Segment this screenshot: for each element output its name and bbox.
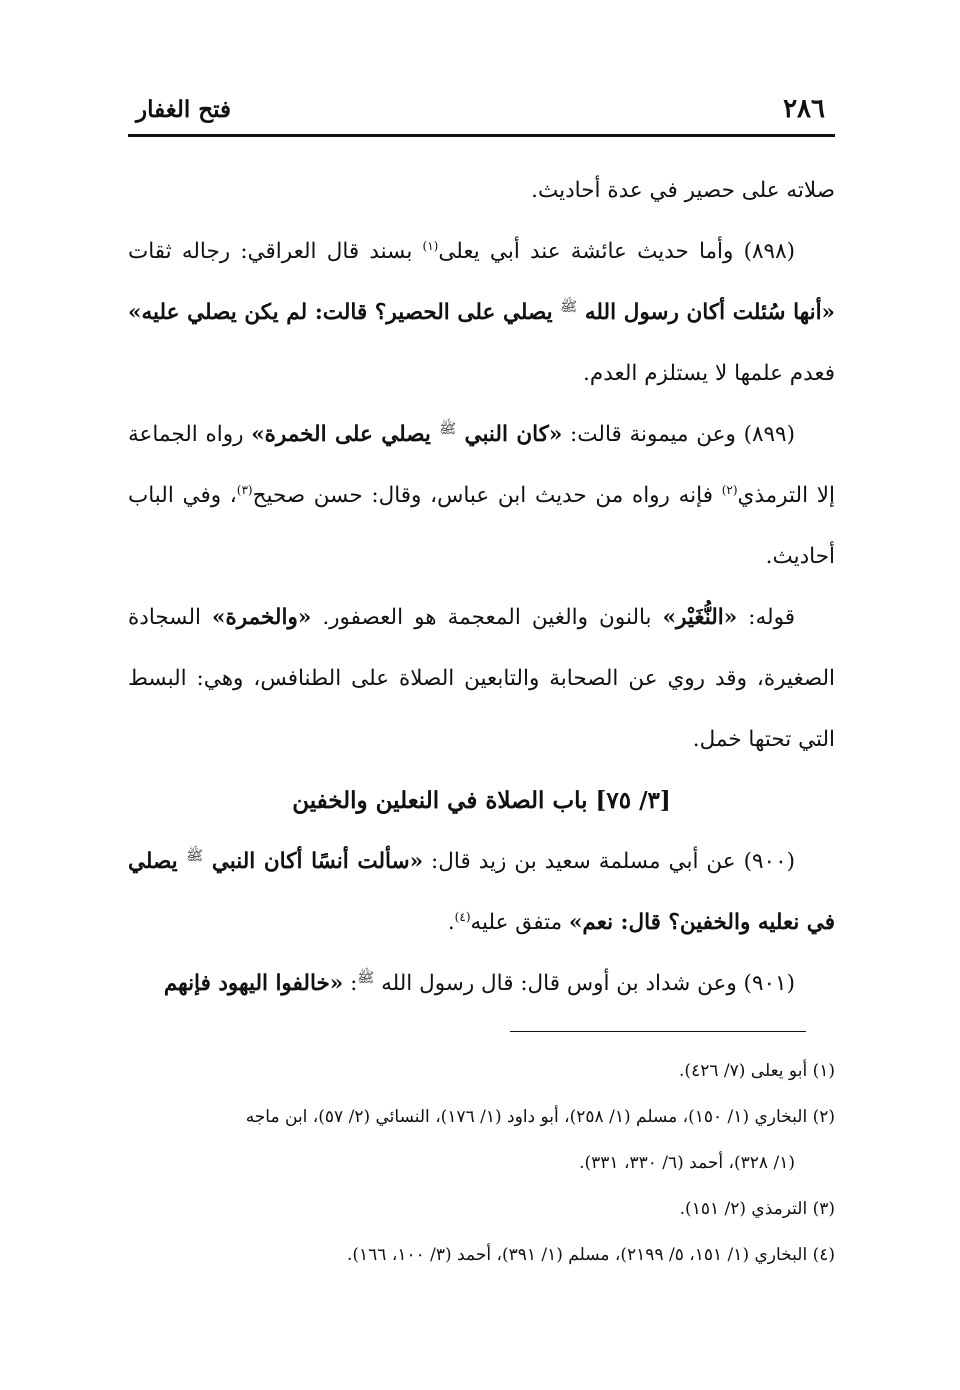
salawat-glyph: ﷺ (439, 420, 457, 437)
hadith-quote: «أنها سُئلت أكان رسول الله (577, 300, 835, 325)
footnote-ref-2: (٢) (721, 482, 738, 497)
footnote-2-continuation: (١/ ٣٢٨)، أحمد (٦/ ٣٣٠، ٣٣١). (579, 1153, 795, 1173)
footnote-4: (٤) البخاري (١/ ١٥١، ٥/ ٢١٩٩)، مسلم (١/ ٣٩١)، أحمد (٣/ ١٠٠، ١٦٦). (347, 1245, 835, 1265)
defined-term: «النُّغَيْر» (662, 605, 738, 630)
paragraph-hadith-900: (٩٠٠) عن أبي مسلمة سعيد بن زيد قال: «سألت أنسًا أكان النبي $^ﷺ$ يصلي في نعليه والخفين؟ قال: نعم» متفق عليه$^{(٤)}$. (128, 847, 835, 935)
paragraph-hadith-898: (٨٩٨) وأما حديث عائشة عند أبي يعلى$^{(١)}$ بسند قال العراقي: رجاله ثقات «أنها سُئلت أكان رسول الله $^ﷺ$ يصلي على الحصير؟ قالت: لم يكن يصلي عليه» فعدم علمها لا يستلزم العدم. (128, 238, 835, 386)
hadith-quote: «سألت أنسًا أكان النبي (203, 849, 424, 874)
hadith-quote: يصلي في نعليه والخفين؟ قال: نعم» (128, 849, 835, 935)
paragraph-continuation: صلاته على حصير في عدة أحاديث. (531, 178, 835, 203)
paragraph-commentary: قوله: «النُّغَيْر» بالنون والغين المعجمة هو العصفور. «والخمرة» السجادة الصغيرة، وقد روي عن الصحابة والتابعين الصلاة على الطنافس، وهي: البسط التي تحتها خمل. (128, 605, 835, 752)
hadith-quote: يصلي على الخمرة» (251, 422, 440, 447)
footnote-2: (٢) البخاري (١/ ١٥٠)، مسلم (١/ ٢٥٨)، أبو داود (١/ ١٧٦)، النسائي (٢/ ٥٧)، ابن ماجه (245, 1107, 835, 1127)
paragraph-hadith-901: (٩٠١) وعن شداد بن أوس قال: قال رسول الله $^ﷺ$: «خالفوا اليهود فإنهم (163, 969, 795, 996)
salawat-glyph: ﷺ (357, 969, 375, 986)
main-text (128, 160, 835, 1014)
defined-term: «والخمرة» (212, 605, 312, 630)
hadith-quote: «خالفوا اليهود فإنهم (163, 971, 344, 996)
book-title: فتح الغفار (136, 96, 232, 123)
paragraph-hadith-899: (٨٩٩) وعن ميمونة قالت: «كان النبي $^ﷺ$ يصلي على الخمرة» رواه الجماعة إلا الترمذي$^{(٢)}$ فإنه رواه من حديث ابن عباس، وقال: حسن صحيح$^{(٣)}$، وفي الباب أحاديث. (128, 420, 836, 569)
footnote-1: (١) أبو يعلى (٧/ ٤٢٦). (679, 1061, 835, 1081)
footnote-ref-4: (٤) (454, 909, 471, 924)
footnote-3: (٣) الترمذي (٢/ ١٥١). (679, 1199, 835, 1219)
footnote-ref-1: (١) (422, 238, 439, 253)
page-header (128, 92, 835, 137)
section-heading: [٣/ ٧٥] باب الصلاة في النعلين والخفين (292, 787, 671, 814)
hadith-quote: يصلي على الحصير؟ قالت: لم يكن يصلي عليه» (128, 300, 561, 325)
salawat-glyph: ﷺ (560, 298, 578, 315)
footnotes (128, 1048, 835, 1278)
page-number: ٢٨٦ (783, 94, 825, 124)
footnote-ref-3: (٣) (236, 482, 253, 497)
hadith-quote: «كان النبي (456, 422, 563, 447)
footnote-divider (510, 1031, 806, 1032)
salawat-glyph: ﷺ (186, 847, 204, 864)
